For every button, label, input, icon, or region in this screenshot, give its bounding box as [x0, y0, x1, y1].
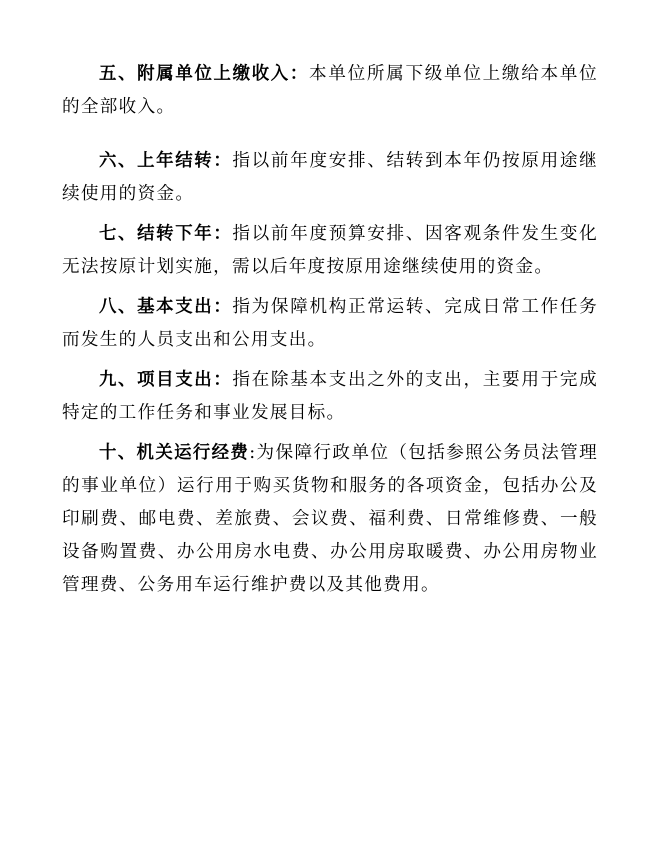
- definition-term: 八、基本支出：: [99, 297, 233, 317]
- definition-text: 指以前年度安排、结转到本年仍按原用途继续使用的资金。: [62, 151, 598, 204]
- definition-term: 十、机关运行经费: [99, 443, 250, 463]
- definition-text: 本单位所属下级单位上缴给本单位的全部收入。: [62, 64, 598, 117]
- definition-paragraph-9: [62, 364, 598, 430]
- definition-paragraph-8: [62, 291, 598, 357]
- definition-term: 五、附属单位上缴收入：: [99, 64, 309, 84]
- definition-paragraph-5: [62, 58, 598, 124]
- definition-text: 指以前年度预算安排、因客观条件发生变化无法按原计划实施，需以后年度按原用途继续使用的资金。: [62, 224, 598, 277]
- document-body: [62, 58, 598, 602]
- definition-text: :为保障行政单位（包括参照公务员法管理的事业单位）运行用于购买货物和服务的各项资金，包括办公及印刷费、邮电费、差旅费、会议费、福利费、日常维修费、一般设备购置费、办公用房水电费、办公用房取暖费、办公用房物业管理费、公务用车运行维护费以及其他费用。: [62, 443, 598, 595]
- definition-text: 指在除基本支出之外的支出，主要用于完成特定的工作任务和事业发展目标。: [62, 370, 598, 423]
- definition-paragraph-6: [62, 145, 598, 211]
- definition-text: 指为保障机构正常运转、完成日常工作任务而发生的人员支出和公用支出。: [62, 297, 598, 350]
- definition-paragraph-7: [62, 218, 598, 284]
- definition-term: 七、结转下年：: [99, 224, 233, 244]
- definition-term: 六、上年结转：: [99, 151, 233, 171]
- definition-paragraph-10: [62, 437, 598, 602]
- definition-term: 九、项目支出：: [99, 370, 233, 390]
